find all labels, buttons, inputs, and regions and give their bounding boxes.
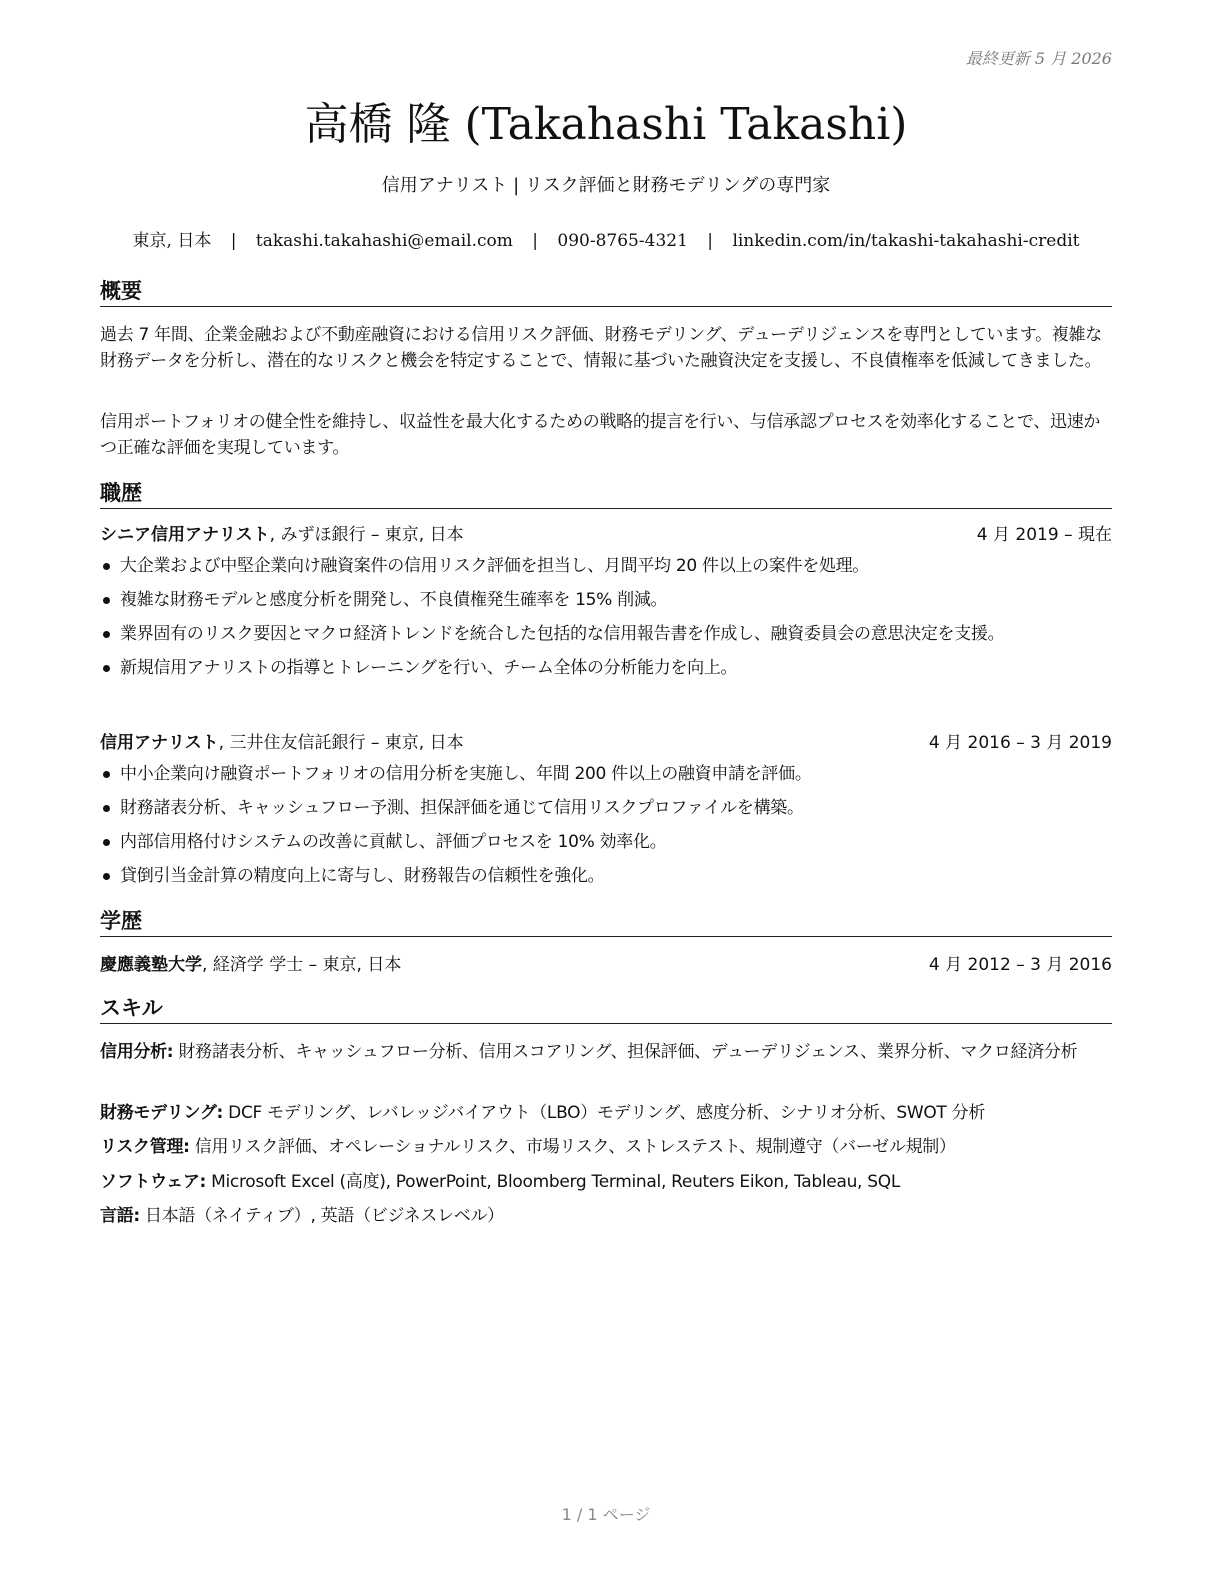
job-dates: 4 月 2016 – 3 月 2019 [928,733,1112,753]
job-entry-header [100,523,1112,547]
skill-value: 日本語（ネイティブ）, 英語（ビジネスレベル） [139,1206,504,1226]
education-dates: 4 月 2012 – 3 月 2016 [928,955,1112,975]
resume-page [100,0,1112,1584]
skill-label: 言語: [100,1206,140,1226]
skill-label: リスク管理: [100,1137,190,1157]
contact-separator: | [707,231,714,251]
contact-line [100,226,1112,251]
bullet-item: 大企業および中堅企業向け融資案件の信用リスク評価を担当し、月間平均 20 件以上の案件を処理。 [100,553,1112,579]
job-organization: , みずほ銀行 – 東京, 日本 [269,525,464,545]
job-dates: 4 月 2019 – 現在 [976,525,1112,545]
skill-label: ソフトウェア: [100,1172,207,1192]
skill-row [100,1203,1112,1229]
skill-row [100,1169,1112,1195]
bullet-item: 内部信用格付けシステムの改善に貢献し、評価プロセスを 10% 効率化。 [100,829,1112,855]
candidate-name: 高橋 隆 (Takahashi Takashi) [304,99,908,150]
bullet-item: 複雑な財務モデルと感度分析を開発し、不良債権発生確率を 15% 削減。 [100,587,1112,613]
skill-row [100,1039,1112,1065]
skill-value: 信用リスク評価、オペレーショナルリスク、市場リスク、ストレステスト、規制遵守（バーゼル規制） [189,1137,956,1157]
skill-row [100,1100,1112,1126]
page-number: 1 / 1 ページ [561,1505,651,1524]
summary-paragraph-2: 信用ポートフォリオの健全性を維持し、収益性を最大化するための戦略的提言を行い、与信承認プロセスを効率化することで、迅速かつ正確な評価を実現しています。 [100,412,1101,458]
last-updated: 最終更新 5 月 2026 [965,49,1112,68]
bullet-item: 中小企業向け融資ポートフォリオの信用分析を実施し、年間 200 件以上の融資申請を評価。 [100,761,1112,787]
skill-value: DCF モデリング、レバレッジバイアウト（LBO）モデリング、感度分析、シナリオ分析、SWOT 分析 [223,1103,986,1123]
job-bullets [100,761,1112,897]
bullet-item: 業界固有のリスク要因とマクロ経済トレンドを統合した包括的な信用報告書を作成し、融資委員会の意思決定を支援。 [100,621,1112,647]
section-title-summary: 概要 [100,278,1112,307]
job-title: シニア信用アナリスト [100,525,270,545]
section-title-experience: 職歴 [100,480,1112,509]
skill-label: 財務モデリング: [100,1103,224,1123]
skill-value: 財務諸表分析、キャッシュフロー分析、信用スコアリング、担保評価、デューデリジェンス、業界分析、マクロ経済分析 [173,1042,1078,1062]
section-title-skills: スキル [100,995,1112,1024]
contact-phone: 090-8765-4321 [557,231,688,251]
job-entry-header [100,731,1112,755]
bullet-item: 貸倒引当金計算の精度向上に寄与し、財務報告の信頼性を強化。 [100,863,1112,889]
job-title: 信用アナリスト [100,733,219,753]
skill-label: 信用分析: [100,1042,174,1062]
contact-location: 東京, 日本 [132,231,212,251]
contact-separator: | [532,231,539,251]
headline: 信用アナリスト | リスク評価と財務モデリングの専門家 [381,175,831,196]
job-bullets [100,553,1112,689]
summary-paragraph-1: 過去 7 年間、企業金融および不動産融資における信用リスク評価、財務モデリング、デューデリジェンスを専門としています。複雑な財務データを分析し、潜在的なリスクと機会を特定することで、情報に基づいた融資決定を支援し、不良債権率を低減してきました。 [100,325,1102,371]
bullet-item: 財務諸表分析、キャッシュフロー予測、担保評価を通じて信用リスクプロファイルを構築。 [100,795,1112,821]
degree: , 経済学 学士 – 東京, 日本 [202,955,402,975]
job-organization: , 三井住友信託銀行 – 東京, 日本 [218,733,464,753]
skill-value: Microsoft Excel (高度), PowerPoint, Bloomberg Terminal, Reuters Eikon, Tableau, SQL [206,1172,901,1192]
contact-separator: | [230,231,237,251]
skill-row [100,1134,1112,1160]
bullet-item: 新規信用アナリストの指導とトレーニングを行い、チーム全体の分析能力を向上。 [100,655,1112,681]
education-entry-header [100,953,1112,977]
section-title-education: 学歴 [100,908,1112,937]
contact-linkedin[interactable]: linkedin.com/in/takashi-takahashi-credit [732,231,1080,251]
contact-email[interactable]: takashi.takahashi@email.com [255,231,513,251]
school-name: 慶應義塾大学 [100,955,202,975]
